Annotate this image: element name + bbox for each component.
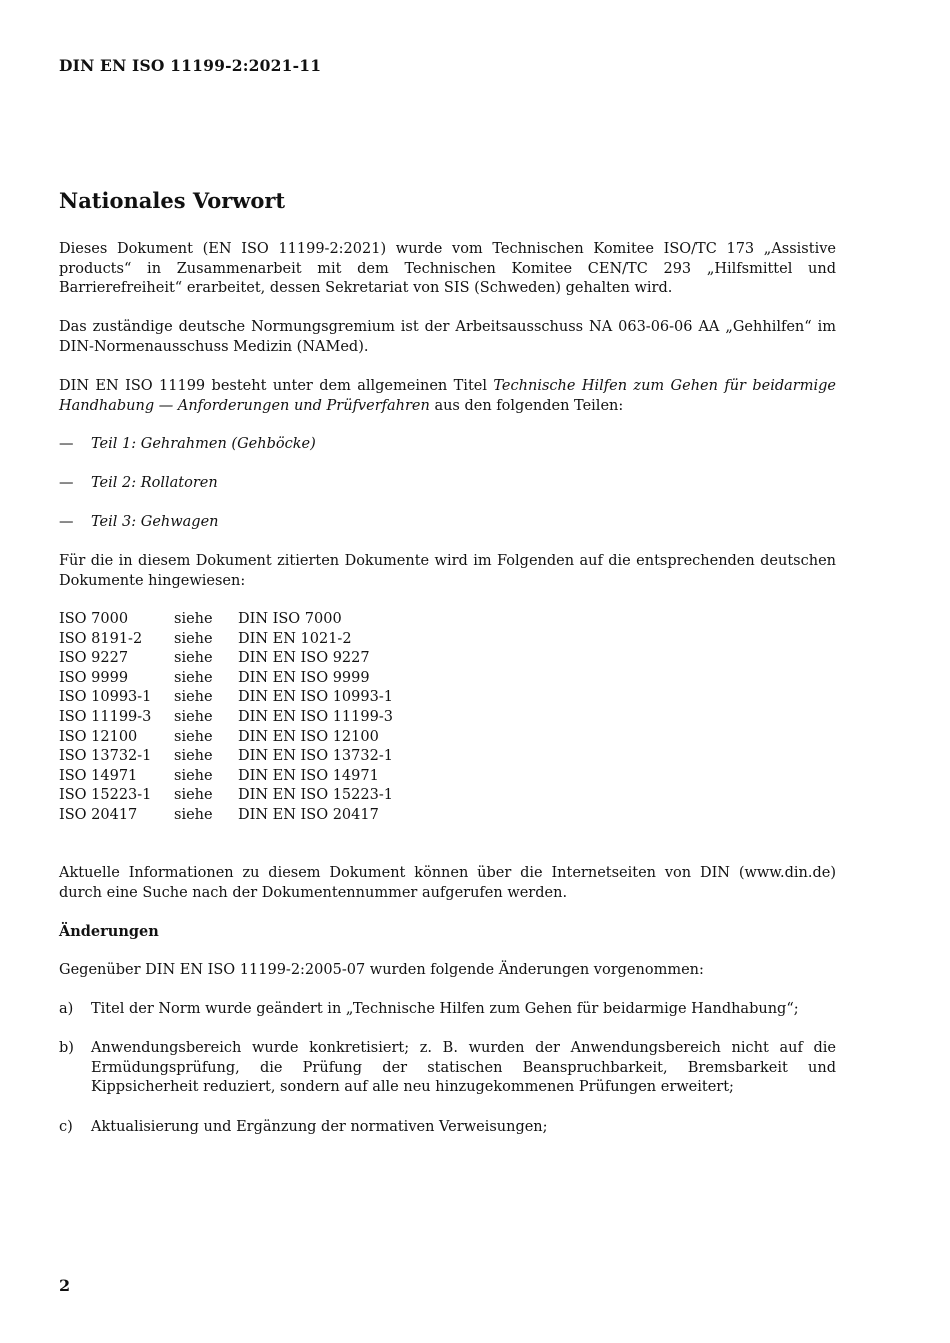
iso-ref: ISO 9227 <box>59 650 129 667</box>
din-ref: DIN EN ISO 9999 <box>238 669 370 686</box>
change-text: Anwendungsbereich wurde konkretisiert; z. B. wurden der Anwendungsbereich nicht auf die Ermüdungsprüfung, die Prüfung der statischen Beanspruchbarkeit, Bremsbarkeit und Kippsicherheit reduziert, sondern auf alle neu hinzugekommenen Prüfungen erweitert; <box>91 1040 836 1096</box>
reference-table <box>59 610 393 826</box>
table-row <box>59 649 393 669</box>
parts-intro-title: Technische Hilfen zum Gehen für beidarmige Handhabung — Anforderungen und Prüfverfahren <box>59 378 836 414</box>
see-word: siehe <box>174 630 213 647</box>
change-text: Titel der Norm wurde geändert in „Technische Hilfen zum Gehen für beidarmige Handhabung“; <box>91 1001 799 1017</box>
din-ref: DIN EN 1021-2 <box>238 630 352 647</box>
table-row <box>59 786 393 806</box>
see-word: siehe <box>174 611 213 627</box>
iso-ref: ISO 8191-2 <box>59 630 143 647</box>
change-item <box>59 1118 836 1138</box>
see-word: siehe <box>174 708 213 725</box>
table-row <box>59 669 393 689</box>
change-label: b) <box>59 1040 74 1056</box>
iso-ref: ISO 20417 <box>59 806 138 823</box>
dash-marker: — <box>59 436 74 452</box>
iso-ref: ISO 9999 <box>59 669 129 686</box>
iso-ref: ISO 12100 <box>59 728 138 745</box>
see-word: siehe <box>174 669 213 686</box>
see-word: siehe <box>174 728 213 745</box>
dash-marker: — <box>59 514 74 530</box>
paragraph-responsible-body: Das zuständige deutsche Normungsgremium ist der Arbeitsausschuss NA 063-06-06 AA „Gehhilfen“ im DIN-Normenausschuss Medizin (NAMed). <box>59 319 836 355</box>
table-row <box>59 708 393 728</box>
change-item <box>59 1039 836 1098</box>
see-word: siehe <box>174 650 213 667</box>
table-row <box>59 688 393 708</box>
paragraph-references-intro: Für die in diesem Dokument zitierten Dokumente wird im Folgenden auf die entsprechenden deutschen Dokumente hingewiesen: <box>59 553 836 589</box>
parts-intro-end: aus den folgenden Teilen: <box>429 397 624 414</box>
paragraph-changes-intro: Gegenüber DIN EN ISO 11199-2:2005-07 wurden folgende Änderungen vorgenommen: <box>59 962 704 978</box>
part-item <box>59 474 218 494</box>
din-ref: DIN ISO 7000 <box>238 611 342 627</box>
iso-ref: ISO 14971 <box>59 767 138 784</box>
dash-marker: — <box>59 475 74 491</box>
table-row <box>59 806 393 826</box>
din-ref: DIN EN ISO 10993-1 <box>238 689 393 706</box>
iso-ref: ISO 15223-1 <box>59 787 152 804</box>
table-row <box>59 630 393 650</box>
part-label: Teil 3: Gehwagen <box>91 514 219 530</box>
change-label: a) <box>59 1001 74 1017</box>
iso-ref: ISO 11199-3 <box>59 708 152 725</box>
din-ref: DIN EN ISO 20417 <box>238 806 379 823</box>
parts-intro-start: DIN EN ISO 11199 besteht unter dem allgemeinen Titel <box>59 378 494 394</box>
din-ref: DIN EN ISO 14971 <box>238 767 379 784</box>
din-ref: DIN EN ISO 15223-1 <box>238 787 393 804</box>
section-title: Nationales Vorwort <box>59 188 286 213</box>
part-label: Teil 1: Gehrahmen (Gehböcke) <box>91 436 316 452</box>
change-label: c) <box>59 1119 73 1135</box>
document-header: DIN EN ISO 11199-2:2021-11 <box>59 56 322 75</box>
see-word: siehe <box>174 689 213 706</box>
see-word: siehe <box>174 787 213 804</box>
iso-ref: ISO 13732-1 <box>59 748 152 765</box>
changes-heading: Änderungen <box>59 923 159 940</box>
page-number: 2 <box>59 1276 71 1295</box>
iso-ref: ISO 7000 <box>59 611 129 627</box>
din-ref: DIN EN ISO 11199-3 <box>238 708 393 725</box>
din-ref: DIN EN ISO 9227 <box>238 650 370 667</box>
table-row <box>59 767 393 787</box>
part-item <box>59 513 219 533</box>
table-row <box>59 747 393 767</box>
change-text: Aktualisierung und Ergänzung der normativen Verweisungen; <box>91 1119 548 1135</box>
change-item <box>59 1000 836 1020</box>
see-word: siehe <box>174 806 213 823</box>
table-row <box>59 610 393 630</box>
see-word: siehe <box>174 748 213 765</box>
paragraph-current-info: Aktuelle Informationen zu diesem Dokument können über die Internetseiten von DIN (www.din.de) durch eine Suche nach der Dokumentennummer aufgerufen werden. <box>59 865 836 901</box>
din-ref: DIN EN ISO 13732-1 <box>238 748 393 765</box>
part-item <box>59 435 316 455</box>
table-row <box>59 728 393 748</box>
din-ref: DIN EN ISO 12100 <box>238 728 379 745</box>
paragraph-parts-intro <box>59 377 836 416</box>
iso-ref: ISO 10993-1 <box>59 689 152 706</box>
part-label: Teil 2: Rollatoren <box>91 475 218 491</box>
paragraph-committee: Dieses Dokument (EN ISO 11199-2:2021) wurde vom Technischen Komitee ISO/TC 173 „Assistive products“ in Zusammenarbeit mit dem Technischen Komitee CEN/TC 293 „Hilfsmittel und Barrierefreiheit“ erarbeitet, dessen Sekretariat von SIS (Schweden) gehalten wird. <box>59 241 836 297</box>
see-word: siehe <box>174 767 213 784</box>
